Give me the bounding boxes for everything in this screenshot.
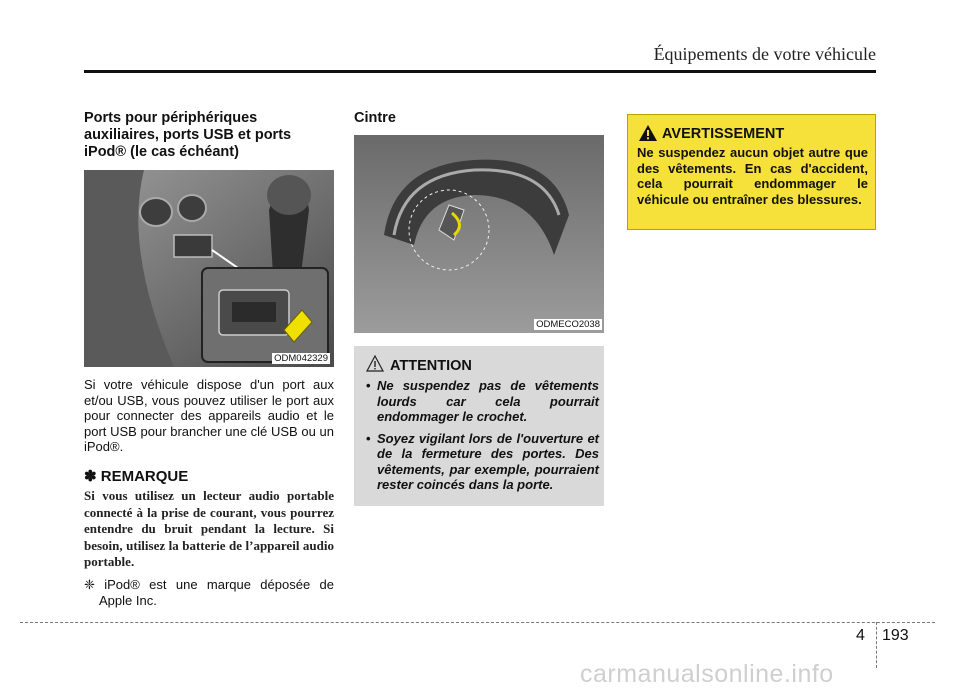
body-text-ports: Si votre véhicule dispose d'un port aux et/ou USB, vous pouvez utiliser le port aux pour connecter des appareils audio et le port USB pour brancher une clé USB ou un iPod®. xyxy=(84,377,334,454)
caution-heading: ATTENTION xyxy=(390,358,472,374)
warning-box xyxy=(627,114,876,230)
footnote-text: ❈ iPod® est une marque déposée de Apple Inc. xyxy=(84,577,334,608)
footer-rule xyxy=(20,622,935,623)
caution-item: • Soyez vigilant lors de l'ouverture et de la fermeture des portes. Des vêtements, par exemple, pourraient rester coincés dans la porte. xyxy=(360,431,599,493)
caution-item: • Ne suspendez pas de vêtements lourds car cela pourrait endommager le crochet. xyxy=(360,378,599,425)
footnote xyxy=(84,577,334,608)
footer-divider xyxy=(876,622,877,668)
chapter-title: Équipements de votre véhicule xyxy=(653,44,876,64)
image-caption: ODMECO2038 xyxy=(536,319,600,330)
chapter-number: 4 xyxy=(856,627,865,644)
warning-body: Ne suspendez aucun objet autre que des vêtements. En cas d'accident, cela pourrait endommager le véhicule ou entraîner des blessures. xyxy=(637,145,868,207)
caution-list xyxy=(360,378,599,499)
note-heading: ✽ REMARQUE xyxy=(84,468,189,485)
usb-port-photo xyxy=(84,170,334,367)
image-caption: ODM042329 xyxy=(274,353,328,364)
page-number: 193 xyxy=(882,627,909,644)
watermark: carmanualsonline.info xyxy=(580,660,834,688)
caution-triangle-icon xyxy=(366,355,384,372)
warning-heading: AVERTISSEMENT xyxy=(662,126,785,142)
section-title-ports: Ports pour périphériques auxiliaires, ports USB et ports iPod® (le cas échéant) xyxy=(84,110,292,160)
warning-triangle-icon xyxy=(638,124,658,142)
header-rule xyxy=(84,70,876,73)
coat-hanger-photo xyxy=(354,135,604,333)
note-body: Si vous utilisez un lecteur audio portable connecté à la prise de courant, vous pourrez entendre du bruit pendant la lecture. Si besoin, utilisez la batterie de l’appareil audio portable. xyxy=(84,488,334,569)
section-title-hanger: Cintre xyxy=(354,110,396,126)
caution-box xyxy=(354,346,604,506)
